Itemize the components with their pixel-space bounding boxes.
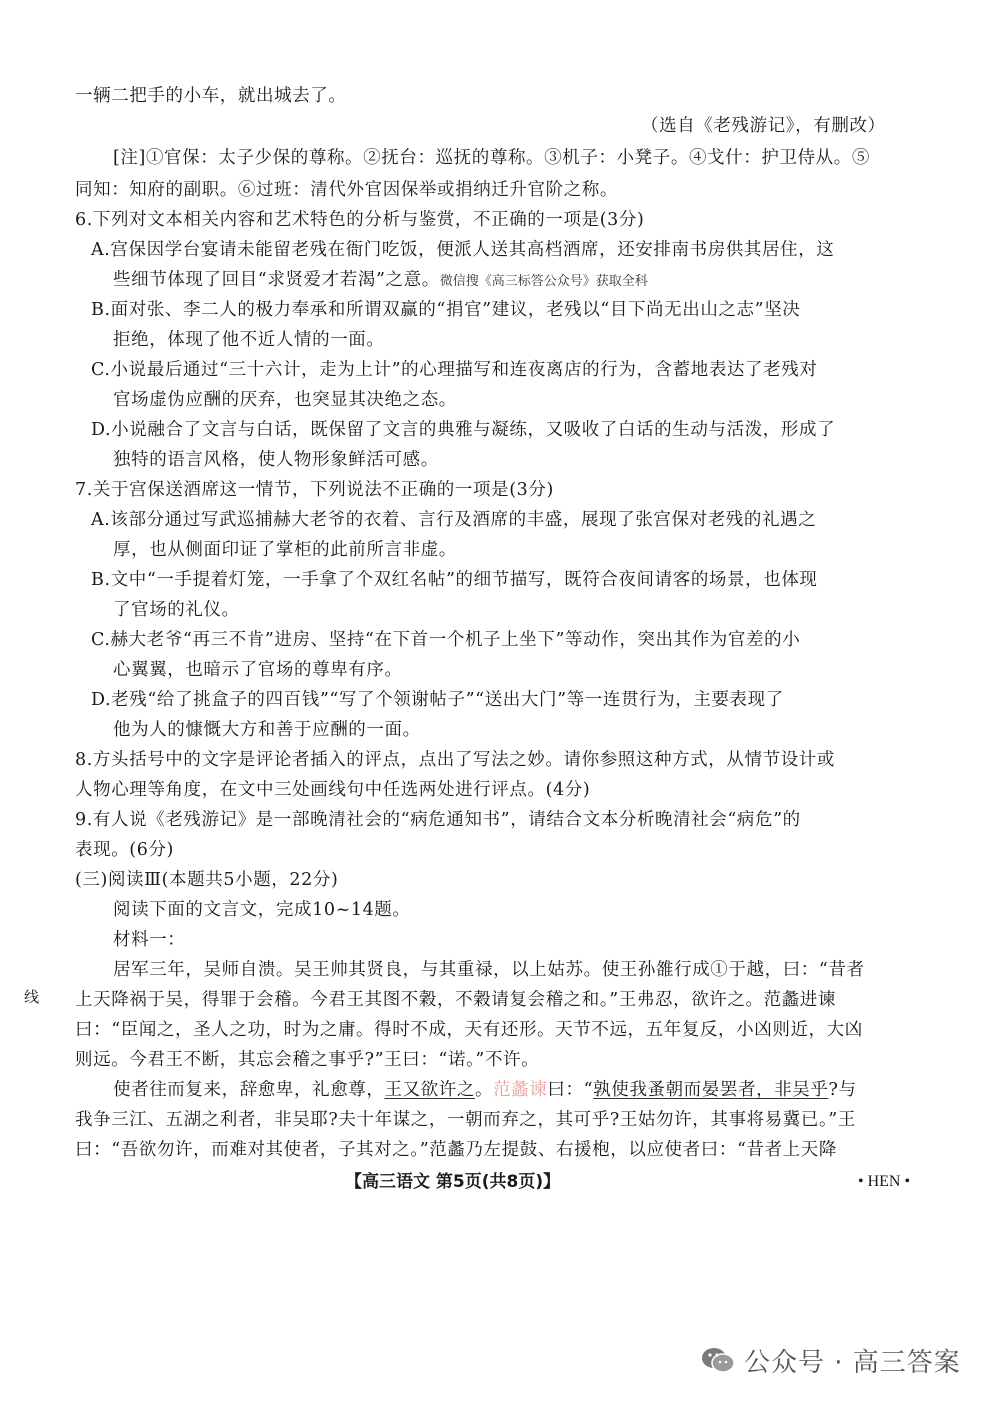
material-label: 材料一： [113,930,186,950]
question-8-cont: 人物心理等角度，在文中三处画线句中任选两处进行评点。(4分) [75,780,591,800]
passage-line-underlined [113,1078,857,1102]
question-7: 7.关于宫保送酒席这一情节，下列说法不正确的一项是(3分) [75,480,554,500]
note-line: [注]①官保：太子少保的尊称。②抚台：巡抚的尊称。③机子：小凳子。④戈什：护卫侍从。⑤ [113,148,870,168]
brand-watermark [700,1340,961,1380]
passage-line: 居军三年，吴师自溃。吴王帅其贤良，与其重禄，以上姑苏。使王孙雒行成①于越，曰：“昔者 [113,960,865,980]
option-7b-cont: 了官场的礼仪。 [113,600,240,620]
wechat-icon [700,1346,736,1374]
passage-text: ?与 [828,1080,857,1100]
option-7c-cont: 心翼翼，也暗示了官场的尊卑有序。 [113,660,403,680]
page-footer [0,1170,992,1194]
passage-text: 范蠡谏 [493,1080,548,1100]
option-6a: A.宫保因学台宴请未能留老残在衙门吃饭，便派人送其高档酒席，还安排南书房供其居住，这 [91,240,835,260]
passage-line: 曰：“吾欲勿许，而难对其使者，子其对之。”范蠡乃左提鼓、右援枹，以应使者曰：“昔者上天降 [75,1140,837,1160]
footer-code: • HEN • [858,1173,911,1190]
section-heading: (三)阅读Ⅲ(本题共5小题，22分) [75,870,339,890]
option-6c-cont: 官场虚伪应酬的厌弃，也突显其决绝之态。 [113,390,457,410]
passage-text: 使者往而复来，辞愈卑，礼愈尊， [113,1080,385,1100]
question-8: 8.方头括号中的文字是评论者插入的评点，点出了写法之妙。请你参照这种方式，从情节设计或 [75,750,835,770]
option-7a-cont: 厚，也从侧面印证了掌柜的此前所言非虚。 [113,540,457,560]
brand-text: 公众号 · 高三答案 [744,1347,961,1378]
option-6c: C.小说最后通过“三十六计，走为上计”的心理描写和连夜离店的行为，含蓄地表达了老残对 [91,360,818,380]
option-6d: D.小说融合了文言与白话，既保留了文言的典雅与凝练，又吸收了白话的生动与活泼，形成了 [91,420,836,440]
option-6b-cont: 拒绝，体现了他不近人情的一面。 [113,330,385,350]
option-7b: B.文中“一手提着灯笼，一手拿了个双红名帖”的细节描写，既符合夜间请客的场景，也体现 [91,570,818,590]
passage-line: 上天降祸于吴，得罪于会稽。今君王其图不穀，不穀请复会稽之和。”王弗忍，欲许之。范蠡进谏 [75,990,836,1010]
watermark-text: 微信搜《高三标答公众号》获取全科 [439,274,648,289]
option-7d: D.老残“给了挑盒子的四百钱”“写了个领谢帖子”“送出大门”等一连贯行为，主要表现了 [91,690,784,710]
option-6a-cont [113,268,648,294]
footer-page-info: 【高三语文 第5页(共8页)】 [345,1172,561,1192]
text-line: 一辆二把手的小车，就出城去了。 [75,86,347,106]
passage-line: 我争三江、五湖之利者，非吴耶?夫十年谋之，一朝而弃之，其可乎?王姑勿许，其事将易冀已。”王 [75,1110,856,1130]
option-6d-cont: 独特的语言风格，使人物形象鲜活可感。 [113,450,439,470]
question-6: 6.下列对文本相关内容和艺术特色的分析与鉴赏，不正确的一项是(3分) [75,210,645,230]
instruction: 阅读下面的文言文，完成10~14题。 [113,900,411,920]
binding-line-mark: 线 [24,988,40,1006]
option-6b: B.面对张、李二人的极力奉承和所谓双赢的“捐官”建议，老残以“目下尚无出山之志”坚决 [91,300,801,320]
question-9-cont: 表现。(6分) [75,840,174,860]
passage-line: 曰：“臣闻之，圣人之功，时为之庸。得时不成，天有还形。天节不远，五年复反，小凶则近，大凶 [75,1020,863,1040]
note-line: 同知：知府的副职。⑥过班：清代外官因保举或捐纳迁升官阶之称。 [75,180,618,200]
passage-text: 。 [475,1080,494,1100]
passage-line: 则远。今君王不断，其忘会稽之事乎?”王曰：“诺。”不许。 [75,1050,540,1070]
underlined-sentence: 王又欲许之 [384,1080,475,1100]
option-7c: C.赫大老爷“再三不肯”进房、坚持“在下首一个机子上坐下”等动作，突出其作为官差的小 [91,630,801,650]
source-citation: （选自《老残游记》，有删改） [641,116,886,136]
option-7a: A.该部分通过写武巡捕赫大老爷的衣着、言行及酒席的丰盛，展现了张宫保对老残的礼遇之 [91,510,817,530]
option-7d-cont: 他为人的慷慨大方和善于应酬的一面。 [113,720,421,740]
underlined-sentence: 孰使我蚤朝而晏罢者，非吴乎 [593,1080,829,1100]
option-6a-text: 些细节体现了回目“求贤爱才若渴”之意。 [113,270,440,290]
question-9: 9.有人说《老残游记》是一部晚清社会的“病危通知书”，请结合文本分析晚清社会“病危”的 [75,810,801,830]
passage-text: 曰：“ [547,1080,594,1100]
